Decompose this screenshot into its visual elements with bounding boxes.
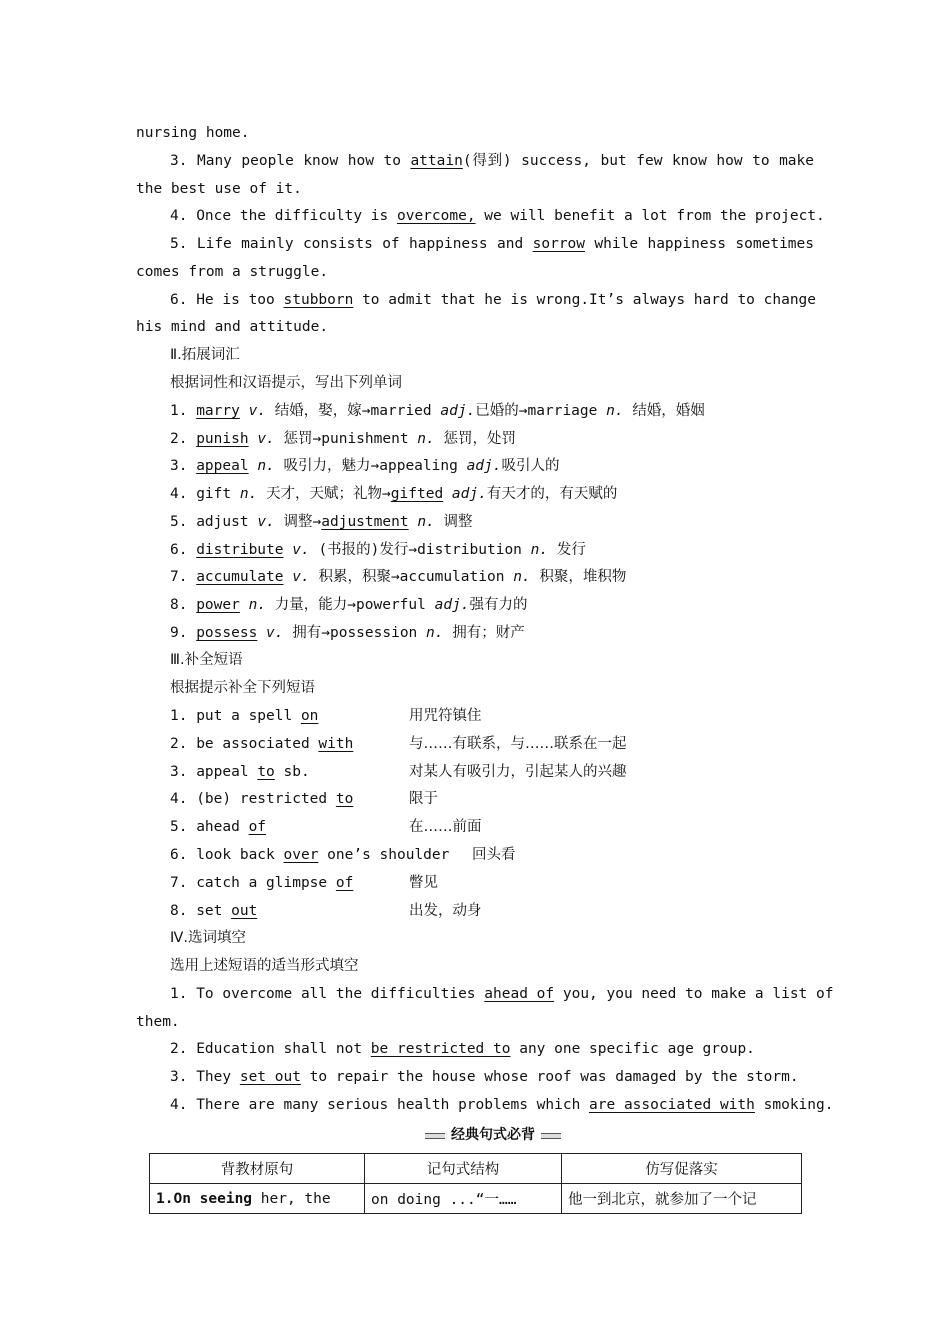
- answer-overcome: overcome,: [396, 208, 476, 224]
- section-3-instruction: 根据提示补全下列短语: [170, 680, 315, 696]
- sentence-6: 6. He is too stubborn to admit that he is wrong.It’s always hard to change: [170, 292, 817, 308]
- table-header-row: [150, 1154, 802, 1184]
- sentence-6-cont: his mind and attitude.: [136, 319, 329, 335]
- sentence-3-cont: the best use of it.: [136, 181, 302, 197]
- fill-question-4: 4. There are many serious health problems which are associated with smoking.: [170, 1097, 834, 1113]
- vocab-item: 3. appeal n. 吸引力，魅力→appealing adj.吸引人的: [170, 458, 560, 474]
- sentence-4: 4. Once the difficulty is overcome, we will benefit a lot from the project.: [170, 208, 825, 224]
- section-banner: [425, 1126, 561, 1144]
- phrase-item: 3. appeal to sb. 对某人有吸引力，引起某人的兴趣: [170, 764, 627, 780]
- fill-question-1: 1. To overcome all the difficulties ahead of you, you need to make a list of: [170, 986, 834, 1002]
- section-3-heading: Ⅲ.补全短语: [170, 652, 243, 668]
- table-cell: 1.On seeing her, the: [150, 1184, 365, 1214]
- sentence-5: 5. Life mainly consists of happiness and sorrow while happiness sometimes: [170, 236, 814, 252]
- phrase-item: 5. ahead of 在……前面: [170, 819, 482, 835]
- vocab-item: 5. adjust v. 调整→adjustment n. 调整: [170, 514, 473, 530]
- phrase-item: 2. be associated with 与……有联系，与……联系在一起: [170, 736, 627, 752]
- section-4-heading: Ⅳ.选词填空: [170, 930, 246, 946]
- phrase-item: 8. set out 出发，动身: [170, 903, 482, 919]
- table-header: 仿写促落实: [562, 1154, 802, 1184]
- sentence-5-cont: comes from a struggle.: [136, 264, 329, 280]
- table-cell: on doing ...“一……: [365, 1184, 562, 1214]
- vocab-item: 6. distribute v. (书报的)发行→distribution n. 发行: [170, 542, 586, 558]
- fill-question-3: 3. They set out to repair the house whose roof was damaged by the storm.: [170, 1069, 799, 1085]
- vocab-item: 1. marry v. 结婚，娶，嫁→married adj.已婚的→marriage n. 结婚，婚姻: [170, 403, 705, 419]
- vocab-item: 7. accumulate v. 积累，积聚→accumulation n. 积聚，堆积物: [170, 569, 627, 585]
- phrase-item: 7. catch a glimpse of 瞥见: [170, 875, 438, 891]
- vocab-item: 2. punish v. 惩罚→punishment n. 惩罚，处罚: [170, 431, 516, 447]
- table-header: 背教材原句: [150, 1154, 365, 1184]
- section-2-instruction: 根据词性和汉语提示，写出下列单词: [170, 375, 402, 391]
- phrase-item: 6. look back over one’s shoulder 回头看: [170, 847, 516, 863]
- banner-title: 经典句式必背: [445, 1126, 541, 1144]
- section-2-heading: Ⅱ.拓展词汇: [170, 347, 240, 363]
- table-header: 记句式结构: [365, 1154, 562, 1184]
- answer-stubborn: stubborn: [283, 292, 354, 308]
- answer-attain: attain: [410, 153, 463, 169]
- table-cell: 他一到北京，就参加了一个记: [562, 1184, 802, 1214]
- vocab-item: 9. possess v. 拥有→possession n. 拥有；财产: [170, 625, 525, 641]
- vocab-item: 4. gift n. 天才，天赋；礼物→gifted adj.有天才的，有天赋的: [170, 486, 618, 502]
- text-line: nursing home.: [136, 125, 250, 141]
- phrase-item: 1. put a spell on 用咒符镇住: [170, 708, 482, 724]
- sentence-3: 3. Many people know how to attain(得到) success, but few know how to make: [170, 153, 814, 169]
- fill-question-1-cont: them.: [136, 1014, 180, 1030]
- section-4-instruction: 选用上述短语的适当形式填空: [170, 958, 359, 974]
- sentence-table: [149, 1153, 802, 1214]
- answer-sorrow: sorrow: [532, 236, 586, 252]
- fill-question-2: 2. Education shall not be restricted to any one specific age group.: [170, 1041, 755, 1057]
- vocab-item: 8. power n. 力量，能力→powerful adj.强有力的: [170, 597, 528, 613]
- phrase-item: 4. (be) restricted to 限于: [170, 791, 438, 807]
- table-row: [150, 1184, 802, 1214]
